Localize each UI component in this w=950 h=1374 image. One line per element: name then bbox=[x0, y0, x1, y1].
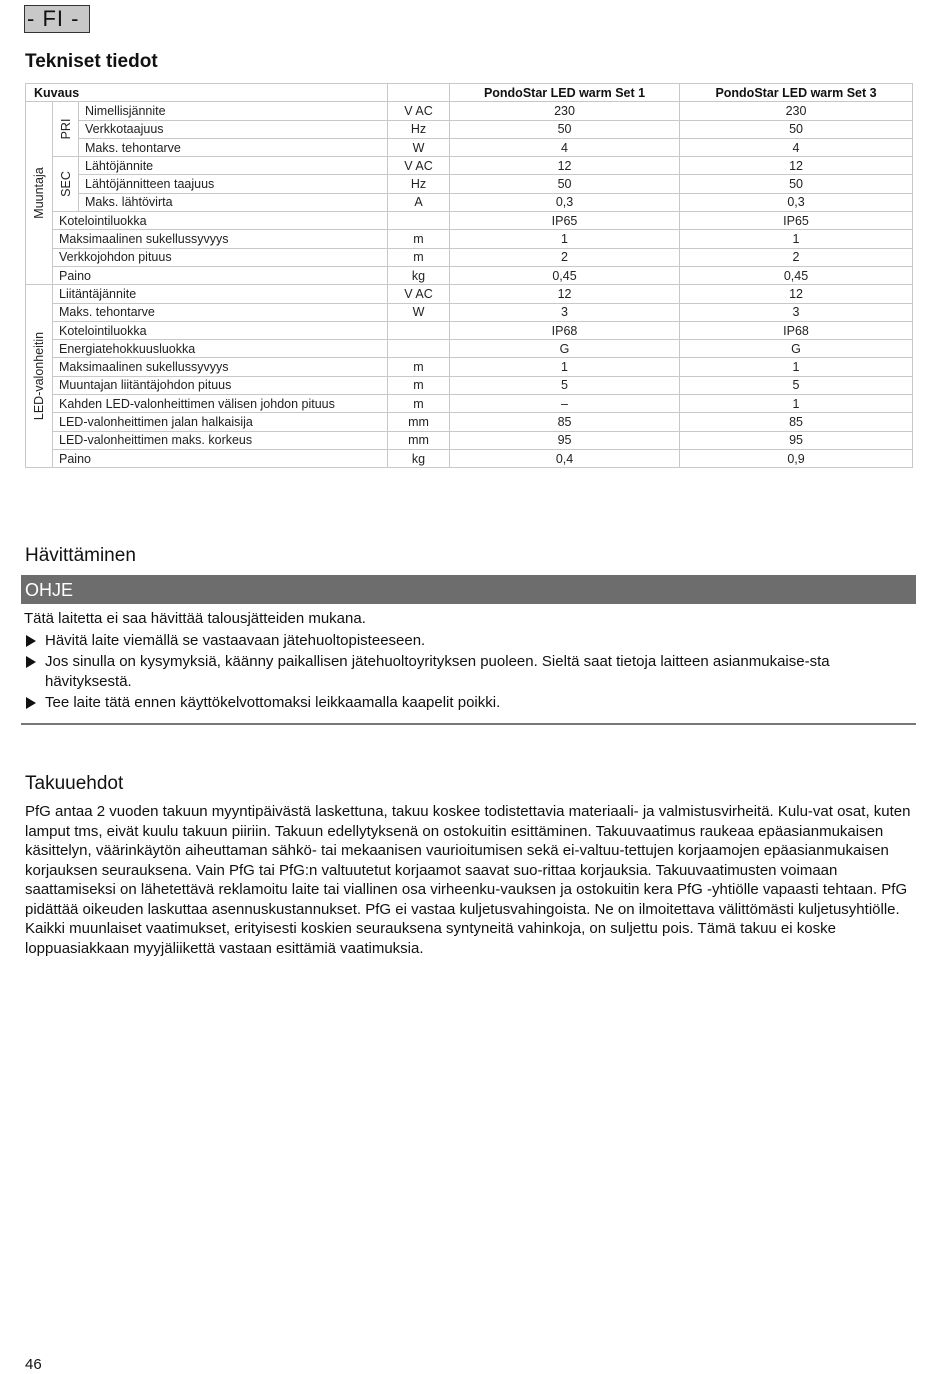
row-label: Maksimaalinen sukellussyvyys bbox=[53, 358, 388, 376]
list-item-text: Tee laite tätä ennen käyttökelvottomaksi leikkaamalla kaapelit poikki. bbox=[45, 694, 501, 711]
row-label: Maks. tehontarve bbox=[53, 303, 388, 321]
notice-list bbox=[24, 631, 910, 713]
disposal-title: Hävittäminen bbox=[25, 545, 136, 566]
row-unit: kg bbox=[388, 266, 450, 284]
row-unit bbox=[388, 212, 450, 230]
row-label: Maks. tehontarve bbox=[79, 138, 388, 156]
table-row bbox=[26, 376, 913, 394]
row-set3: 230 bbox=[680, 102, 913, 120]
notice-header: OHJE bbox=[21, 575, 916, 604]
page-number: 46 bbox=[25, 1356, 42, 1373]
row-unit: W bbox=[388, 303, 450, 321]
row-set3: 85 bbox=[680, 413, 913, 431]
row-unit bbox=[388, 321, 450, 339]
row-set1: 0,3 bbox=[450, 193, 680, 211]
right-triangle-icon bbox=[26, 635, 36, 647]
row-set3: 2 bbox=[680, 248, 913, 266]
row-unit bbox=[388, 340, 450, 358]
row-set3: 50 bbox=[680, 120, 913, 138]
header-unit bbox=[388, 84, 450, 102]
table-row bbox=[26, 321, 913, 339]
row-label: Liitäntäjännite bbox=[53, 285, 388, 303]
right-triangle-icon bbox=[26, 656, 36, 668]
row-set1: 3 bbox=[450, 303, 680, 321]
group-label: LED-valonheitin bbox=[32, 332, 46, 421]
row-set3: IP68 bbox=[680, 321, 913, 339]
list-item bbox=[24, 652, 910, 691]
row-unit: V AC bbox=[388, 157, 450, 175]
row-unit: mm bbox=[388, 431, 450, 449]
table-row bbox=[26, 102, 913, 120]
row-set1: 12 bbox=[450, 157, 680, 175]
row-set3: 50 bbox=[680, 175, 913, 193]
subgroup-secondary bbox=[53, 157, 79, 212]
table-header-row bbox=[26, 84, 913, 102]
row-unit: V AC bbox=[388, 102, 450, 120]
row-set1: – bbox=[450, 395, 680, 413]
row-label: Muuntajan liitäntäjohdon pituus bbox=[53, 376, 388, 394]
group-transformer bbox=[26, 102, 53, 285]
row-unit: m bbox=[388, 395, 450, 413]
row-unit: A bbox=[388, 193, 450, 211]
tech-specs-title: Tekniset tiedot bbox=[25, 51, 158, 72]
table-row bbox=[26, 120, 913, 138]
row-set3: 4 bbox=[680, 138, 913, 156]
row-set3: 3 bbox=[680, 303, 913, 321]
language-tag: - FI - bbox=[24, 5, 90, 33]
table-row bbox=[26, 157, 913, 175]
row-set3: G bbox=[680, 340, 913, 358]
table-row bbox=[26, 340, 913, 358]
row-set1: 1 bbox=[450, 230, 680, 248]
table-row bbox=[26, 248, 913, 266]
row-set1: 5 bbox=[450, 376, 680, 394]
table-row bbox=[26, 230, 913, 248]
subgroup-label: PRI bbox=[58, 118, 73, 140]
header-set1: PondoStar LED warm Set 1 bbox=[450, 84, 680, 102]
row-set1: 50 bbox=[450, 175, 680, 193]
row-set3: 0,9 bbox=[680, 449, 913, 467]
table-row bbox=[26, 285, 913, 303]
row-set1: 95 bbox=[450, 431, 680, 449]
row-unit: V AC bbox=[388, 285, 450, 303]
table-row bbox=[26, 431, 913, 449]
row-set1: 1 bbox=[450, 358, 680, 376]
row-set1: IP65 bbox=[450, 212, 680, 230]
row-label: Kotelointiluokka bbox=[53, 212, 388, 230]
row-set3: 12 bbox=[680, 157, 913, 175]
tech-specs-table bbox=[25, 83, 913, 468]
table-row bbox=[26, 212, 913, 230]
group-spotlight bbox=[26, 285, 53, 468]
row-label: Paino bbox=[53, 449, 388, 467]
table-row bbox=[26, 449, 913, 467]
row-set1: IP68 bbox=[450, 321, 680, 339]
row-set3: 1 bbox=[680, 358, 913, 376]
row-set3: 1 bbox=[680, 395, 913, 413]
row-set1: 0,4 bbox=[450, 449, 680, 467]
row-label: Maks. lähtövirta bbox=[79, 193, 388, 211]
row-unit: m bbox=[388, 230, 450, 248]
row-set1: 12 bbox=[450, 285, 680, 303]
row-set1: 0,45 bbox=[450, 266, 680, 284]
table-row bbox=[26, 303, 913, 321]
row-set3: 0,45 bbox=[680, 266, 913, 284]
row-label: Kotelointiluokka bbox=[53, 321, 388, 339]
row-set1: 2 bbox=[450, 248, 680, 266]
row-set1: 4 bbox=[450, 138, 680, 156]
row-set1: 230 bbox=[450, 102, 680, 120]
header-set3: PondoStar LED warm Set 3 bbox=[680, 84, 913, 102]
table-row bbox=[26, 266, 913, 284]
warranty-text: PfG antaa 2 vuoden takuun myyntipäivästä laskettuna, takuu koskee todistettavia materiaali- ja valmistusvirheitä. Kulu-vat osat, kuten lamput tms, eivät kuulu takuun piiriin. Takuun edellytyksenä on ostokuitin esittäminen. Takuuvaatimus raukeaa epäasianmukaisen käsittelyn, väärinkäytön aiheuttaman sähkö- tai mekaanisen vaurioitumisen sekä ei-valtuu-tettujen korjaamojen epäasianmukaisen korjauksen seurauksena. Vain PfG tai PfG:n valtuutetut korjaamot saavat suo-rittaa korjauksia. Takuuvaatimusten voimaan saattamiseksi on lähetettävä reklamoitu laite tai viallinen osa virheenku-vauksen ja ostokuitin kera PfG -yhtiölle vapaasti tehtaan. PfG pidättää oikeuden laskuttaa asennuskustannukset. PfG ei vastaa kuljetusvahingoista. Ne on ilmoitettava välittömästi kuljetusyhtiölle. Kaikki muunlaiset vaatimukset, erityisesti koskien seurauksena syntyneitä vahinkoja, on suljettu pois. Tämä takuu ei koske loppuasiakkaan myyjäliikettä vastaan esittämiä vaatimuksia. bbox=[25, 803, 911, 957]
row-unit: Hz bbox=[388, 175, 450, 193]
row-label: LED-valonheittimen jalan halkaisija bbox=[53, 413, 388, 431]
table-row bbox=[26, 193, 913, 211]
header-description: Kuvaus bbox=[26, 84, 388, 102]
row-set3: 1 bbox=[680, 230, 913, 248]
row-label: Lähtöjännitteen taajuus bbox=[79, 175, 388, 193]
row-set3: 95 bbox=[680, 431, 913, 449]
row-set1: 50 bbox=[450, 120, 680, 138]
notice-divider bbox=[21, 723, 916, 725]
row-label: Kahden LED-valonheittimen välisen johdon pituus bbox=[53, 395, 388, 413]
row-label: Verkkojohdon pituus bbox=[53, 248, 388, 266]
row-label: Maksimaalinen sukellussyvyys bbox=[53, 230, 388, 248]
group-label: Muuntaja bbox=[32, 167, 46, 219]
row-unit: mm bbox=[388, 413, 450, 431]
list-item-text: Hävitä laite viemällä se vastaavaan jätehuoltopisteeseen. bbox=[45, 631, 426, 649]
notice-body bbox=[24, 609, 910, 715]
row-unit: kg bbox=[388, 449, 450, 467]
row-unit: m bbox=[388, 248, 450, 266]
row-set3: 0,3 bbox=[680, 193, 913, 211]
row-label: Lähtöjännite bbox=[79, 157, 388, 175]
row-set1: 85 bbox=[450, 413, 680, 431]
row-label: Paino bbox=[53, 266, 388, 284]
row-unit: m bbox=[388, 358, 450, 376]
table-row bbox=[26, 395, 913, 413]
row-label: LED-valonheittimen maks. korkeus bbox=[53, 431, 388, 449]
table-row bbox=[26, 358, 913, 376]
list-item-text: Jos sinulla on kysymyksiä, käänny paikallisen jätehuoltoyrityksen puoleen. Sieltä saat tietoja laitteen asianmukaise-sta hävityksestä. bbox=[45, 653, 830, 690]
row-set3: 12 bbox=[680, 285, 913, 303]
row-unit: Hz bbox=[388, 120, 450, 138]
row-unit: m bbox=[388, 376, 450, 394]
right-triangle-icon bbox=[26, 697, 36, 709]
table-row bbox=[26, 413, 913, 431]
row-set1: G bbox=[450, 340, 680, 358]
row-label: Energiatehokkuusluokka bbox=[53, 340, 388, 358]
table-row bbox=[26, 175, 913, 193]
row-set3: IP65 bbox=[680, 212, 913, 230]
table-row bbox=[26, 138, 913, 156]
warranty-title: Takuuehdot bbox=[25, 773, 124, 794]
list-item bbox=[24, 693, 910, 713]
row-label: Nimellisjännite bbox=[79, 102, 388, 120]
notice-intro: Tätä laitetta ei saa hävittää talousjätteiden mukana. bbox=[24, 610, 366, 627]
row-label: Verkkotaajuus bbox=[79, 120, 388, 138]
row-set3: 5 bbox=[680, 376, 913, 394]
subgroup-label: SEC bbox=[58, 171, 73, 197]
row-unit: W bbox=[388, 138, 450, 156]
list-item bbox=[24, 631, 910, 651]
subgroup-primary bbox=[53, 102, 79, 157]
